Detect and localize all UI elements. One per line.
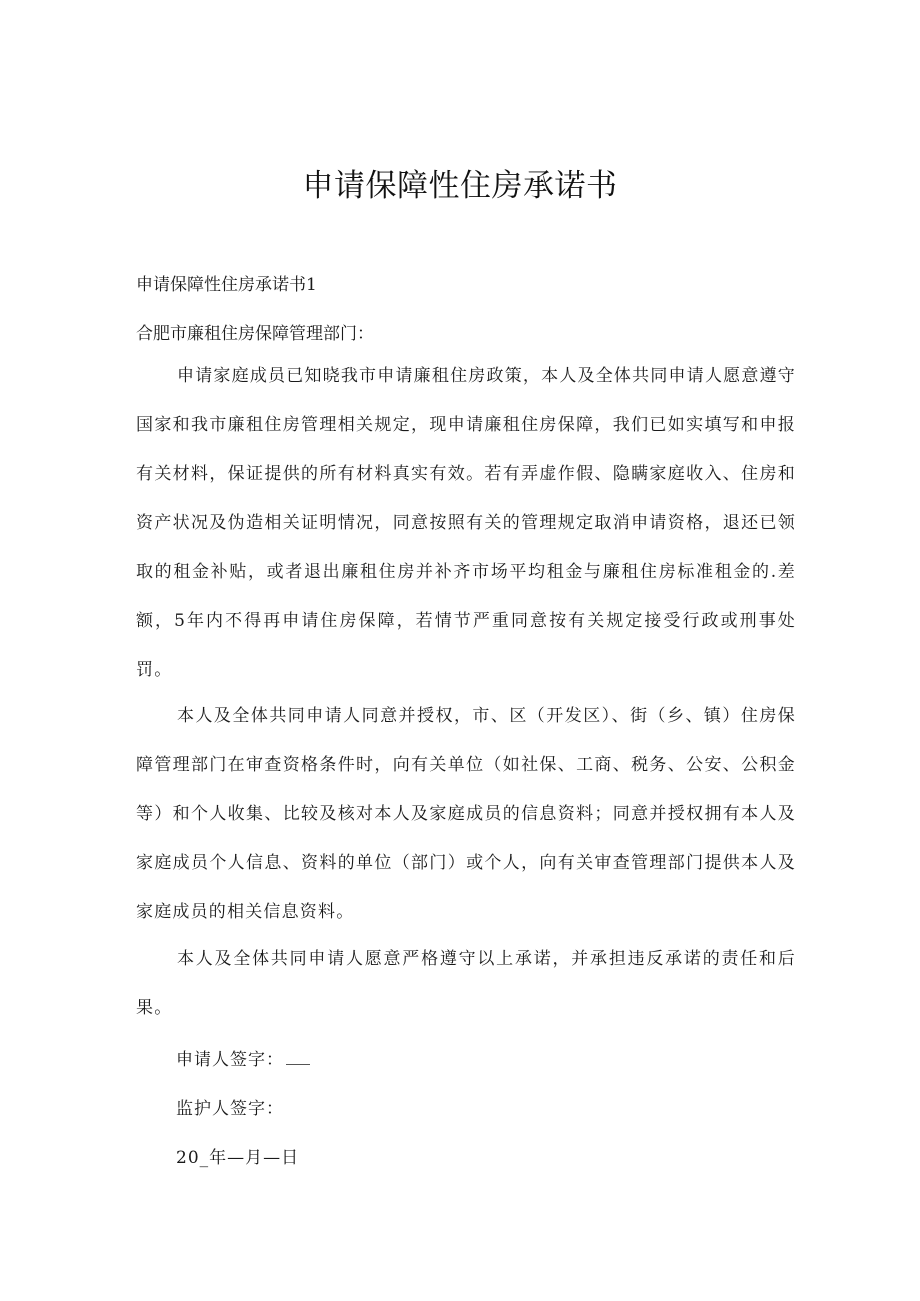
signature-date: 20_年—月—日 xyxy=(176,1148,300,1168)
addressee: 合肥市廉租住房保障管理部门： xyxy=(136,324,374,344)
applicant-signature-line xyxy=(176,1045,310,1070)
document-title: 申请保障性住房承诺书 xyxy=(302,168,618,204)
paragraph-commitment: 申请家庭成员已知晓我市申请廉租住房政策，本人及全体共同申请人愿意遵守国家和我市廉租住房管理相关规定，现申请廉租住房保障，我们已如实填写和申报有关材料，保证提供的所有材料真实有效。若有弄虚作假、隐瞒家庭收入、住房和资产状况及伪造相关证明情况，同意按照有关的管理规定取消申请资格，退还已领取的租金补贴，或者退出廉租住房并补齐市场平均租金与廉租住房标准租金的.差额，5年内不得再申请住房保障，若情节严重同意按有关规定接受行政或刑事处罚。 xyxy=(136,366,796,680)
paragraph-responsibility: 本人及全体共同申请人愿意严格遵守以上承诺，并承担违反承诺的责任和后果。 xyxy=(136,949,796,1018)
applicant-signature-label: 申请人签字： xyxy=(176,1050,284,1070)
applicant-signature-blank xyxy=(286,1050,310,1065)
paragraph-authorization: 本人及全体共同申请人同意并授权，市、区（开发区）、街（乡、镇）住房保障管理部门在审查资格条件时，向有关单位（如社保、工商、税务、公安、公积金等）和个人收集、比较及核对本人及家庭成员的信息资料；同意并授权拥有本人及家庭成员个人信息、资料的单位（部门）或个人，向有关审查管理部门提供本人及家庭成员的相关信息资料。 xyxy=(136,706,796,922)
document-subtitle: 申请保障性住房承诺书1 xyxy=(136,275,317,295)
guardian-signature-label: 监护人签字： xyxy=(176,1099,284,1119)
